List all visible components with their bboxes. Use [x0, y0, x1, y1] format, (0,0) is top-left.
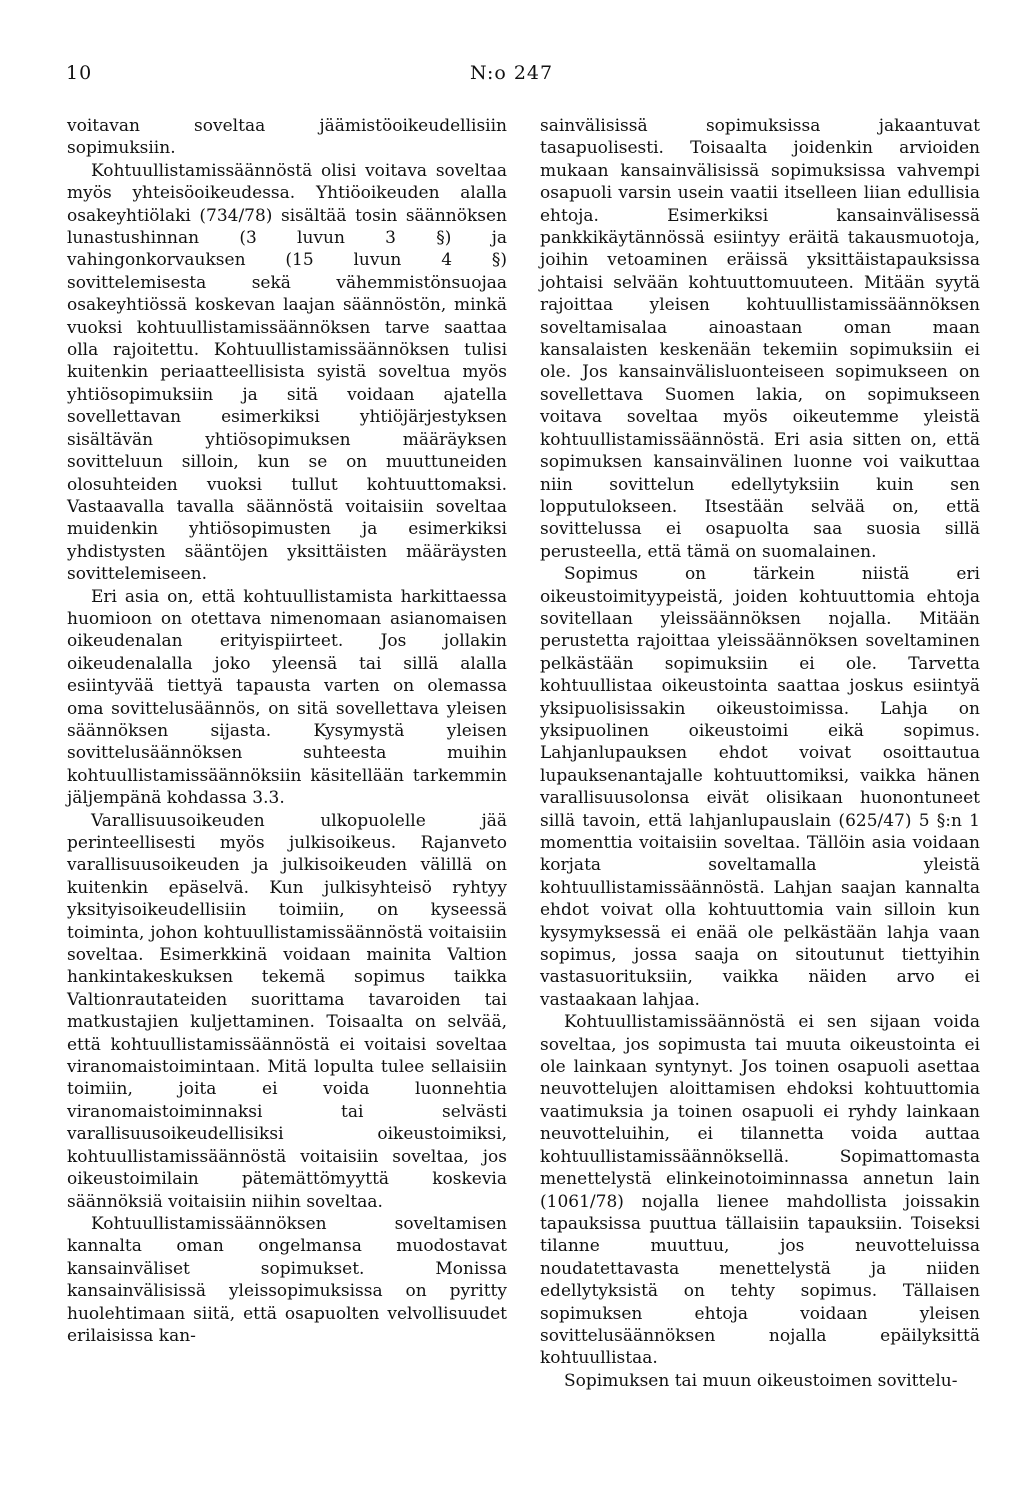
left-paragraph-3: Eri asia on, että kohtuullistamista harkittaessa huomioon on otettava nimenomaan asianomaisen oikeudenalan erityispiirteet. Jos jollakin oikeudenalalla joko yleensä tai sillä alalla esiintyvää tiettyä tapausta varten on olemassa oma sovittelusäännös, on sitä sovellettava yleisen säännöksen sijasta. Kysymystä yleisen sovittelusäännöksen suhteesta muihin kohtuullistamissäännöksiin käsitellään tarkemmin jäljempänä kohdassa 3.3. [67, 586, 507, 809]
right-paragraph-2: Sopimus on tärkein niistä eri oikeustoimityypeistä, joiden kohtuuttomia ehtoja sovitellaan yleissäännöksen nojalla. Mitään perustetta rajoittaa yleissäännöksen soveltaminen pelkästään sopimuksiin ei ole. Tarvetta kohtuullistaa oikeustointa saattaa joskus esiintyä yksipuolisissakin oikeustoimissa. Lahja on yksipuolinen oikeustoimi eikä sopimus. Lahjanlupauksen ehdot voivat osoittautua lupauksenantajalle kohtuuttomiksi, vaikka hänen varallisuusolonsa eivät olisikaan huonontuneet sillä tavoin, että lahjanlupauslain (625/47) 5 §:n 1 momenttia voitaisiin soveltaa. Tällöin asia voidaan korjata soveltamalla yleistä kohtuullistamissäännöstä. Lahjan saajan kannalta ehdot voivat olla kohtuuttomia vain silloin kun kysymyksessä ei enää ole pelkästään lahja vaan sopimus, jossa saaja on sitoutunut tiettyihin vastasuorituksiin, vaikka näiden arvo ei vastaakaan lahjaa. [540, 564, 980, 1010]
right-paragraph-3: Kohtuullistamissäännöstä ei sen sijaan voida soveltaa, jos sopimusta tai muuta oikeustointa ei ole lainkaan syntynyt. Jos toinen osapuoli asettaa neuvottelujen aloittamisen ehdoksi kohtuuttomia vaatimuksia ja toinen osapuoli ei ryhdy lainkaan neuvotteluihin, ei tilannetta voida auttaa kohtuullistamissäännöksellä. Sopimattomasta menettelystä elinkeinotoiminnassa annetun lain (1061/78) nojalla lienee mahdollista joissakin tapauksissa puuttua tällaisiin tapauksiin. Toiseksi tilanne muuttuu, jos neuvotteluissa noudatettavasta menettelystä ja niiden edellytyksistä on tehty sopimus. Tällaisen sopimuksen ehtoja voidaan yleisen sovittelusäännöksen nojalla epäilyksittä kohtuullistaa. [540, 1012, 980, 1369]
left-paragraph-2: Kohtuullistamissäännöstä olisi voitava soveltaa myös yhteisöoikeudessa. Yhtiöoikeuden alalla osakeyhtiölaki (734/78) sisältää tosin säännöksen lunastushinnan (3 luvun 3 §) ja vahingonkorvauksen (15 luvun 4 §) sovittelemisesta sekä vähemmistönsuojaa osakeyhtiössä koskevan laajan säännöstön, minkä vuoksi kohtuullistamissäännöksen tarve saattaa olla rajoitettu. Kohtuullistamissäännöksen tulisi kuitenkin periaatteellisista syistä soveltua myös yhtiösopimuksiin ja sitä voidaan ajatella sovellettavan esimerkiksi yhtiöjärjestyksen sisältävän yhtiösopimuksen määräyksen sovitteluun silloin, kun se on muuttuneiden olosuhteiden vuoksi tullut kohtuuttomaksi. Vastaavalla tavalla säännöstä voitaisiin soveltaa muidenkin yhtiösopimusten ja esimerkiksi yhdistysten sääntöjen yksittäisten määräysten sovittelemiseen. [67, 160, 507, 585]
document-number: N:o 247 [470, 62, 554, 84]
right-paragraph-1: sainvälisissä sopimuksissa jakaantuvat tasapuolisesti. Toisaalta joidenkin arvioiden mukaan kansainvälisissä sopimuksissa vahvempi osapuoli varsin usein vaatii itselleen liian edullisia ehtoja. Esimerkiksi kansainvälisessä pankkikäytännössä esiintyy eräitä takausmuotoja, joihin vetoaminen eräissä yksittäistapauksissa johtaisi selvään kohtuuttomuuteen. Mitään syytä rajoittaa yleisen kohtuullistamissäännöksen soveltamisalaa ainoastaan oman maan kansalaisten keskenään tekemiin sopimuksiin ei ole. Jos kansainvälisluonteiseen sopimukseen on sovellettava Suomen lakia, on sopimukseen voitava soveltaa myös oikeutemme yleistä kohtuullistamissäännöstä. Eri asia sitten on, että sopimuksen kansainvälinen luonne voi vaikuttaa niin sovittelun edellytyksiin kuin sen lopputulokseen. Itsestään selvää on, että sovittelussa ei osapuolta saa suosia sillä perusteella, että tämä on suomalainen. [540, 116, 980, 562]
page-number: 10 [66, 62, 93, 84]
left-paragraph-4: Varallisuusoikeuden ulkopuolelle jää perinteellisesti myös julkisoikeus. Rajanveto varallisuusoikeuden ja julkisoikeuden välillä on kuitenkin epäselvä. Kun julkisyhteisö ryhtyy yksityisoikeudellisiin toimiin, on kyseessä toiminta, johon kohtuullistamissäännöstä voitaisiin soveltaa. Esimerkkinä voidaan mainita Valtion hankintakeskuksen tekemä sopimus taikka Valtionrautateiden suorittama tavaroiden tai matkustajien kuljettaminen. Toisaalta on selvää, että kohtuullistamissäännöstä ei voitaisi soveltaa viranomaistoimintaan. Mitä lopulta tulee sellaisiin toimiin, joita ei voida luonnehtia viranomaistoiminnaksi tai selvästi varallisuusoikeudellisiksi oikeustoimiksi, kohtuullistamissäännöstä voitaisiin soveltaa, jos oikeustoimilain pätemättömyyttä koskevia säännöksiä voitaisiin niihin soveltaa. [67, 810, 507, 1212]
right-column [540, 115, 980, 1392]
left-paragraph-5: Kohtuullistamissäännöksen soveltamisen kannalta oman ongelmansa muodostavat kansainväliset sopimukset. Monissa kansainvälisissä yleissopimuksissa on pyritty huolehtimaan siitä, että osapuolten velvollisuudet erilaisissa kan- [67, 1213, 507, 1346]
left-paragraph-1: voitavan soveltaa jäämistöoikeudellisiin sopimuksiin. [67, 116, 507, 159]
right-paragraph-4: Sopimuksen tai muun oikeustoimen sovittelu- [564, 1370, 958, 1391]
left-column [67, 115, 507, 1347]
